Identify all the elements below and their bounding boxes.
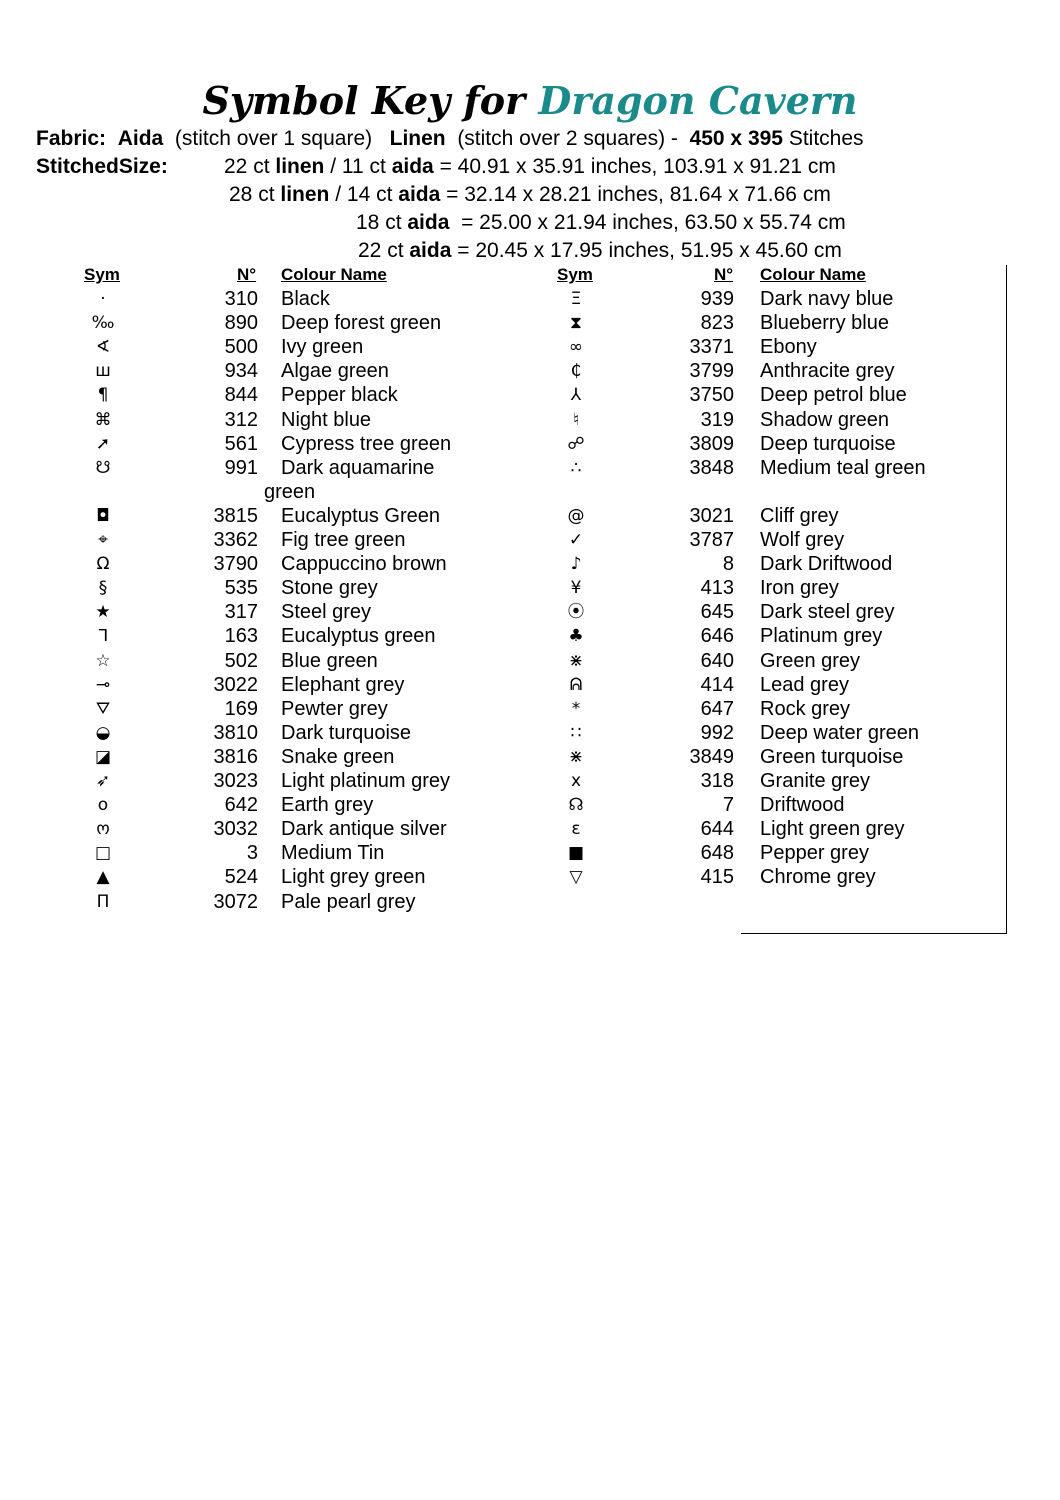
floss-number: 3787	[689, 529, 734, 551]
floss-number: 312	[224, 408, 258, 431]
floss-number: 648	[700, 842, 734, 865]
symbol-glyph: ⦿	[567, 602, 585, 623]
symbol-glyph: □	[94, 843, 112, 864]
symbol-glyph: ◒	[95, 722, 111, 743]
colour-name: Wolf grey	[760, 529, 845, 551]
symbol-glyph: ♣	[568, 626, 584, 647]
header-name-left: Colour Name	[281, 265, 387, 284]
colour-name: Algae green	[281, 360, 389, 383]
size-dimensions: = 40.91 x 35.91 inches, 103.91 x 91.21 cm	[433, 155, 836, 178]
size-pre: 28 ct	[229, 183, 281, 206]
fabric-aida-note: (stitch over 1 square)	[174, 127, 373, 150]
fabric-label: Fabric:	[36, 127, 107, 150]
symbol-glyph: ▲	[96, 867, 110, 888]
floss-number: 3849	[689, 745, 734, 768]
floss-number: 310	[224, 288, 258, 310]
title-prefix: Symbol Key for	[202, 78, 526, 123]
fabric-line	[36, 127, 864, 151]
colour-name: Ivy green	[281, 336, 364, 359]
colour-name: Light grey green	[281, 866, 426, 889]
colour-name: Pewter grey	[281, 697, 388, 720]
symbol-glyph: ✓	[568, 530, 584, 550]
floss-number: 502	[224, 649, 258, 672]
stitched-size-line	[358, 239, 842, 263]
floss-number: 3032	[213, 818, 258, 841]
floss-number: 524	[224, 866, 258, 889]
colour-name: Dark Driftwood	[760, 553, 893, 576]
size-pre: 22 ct	[358, 239, 410, 262]
symbol-glyph: ⧗	[570, 313, 582, 334]
floss-number: 319	[700, 408, 734, 431]
stitch-count: 450 x 395	[689, 127, 783, 150]
colour-name: Ebony	[760, 336, 817, 359]
symbol-glyph: ♪	[570, 554, 582, 575]
floss-number: 642	[224, 794, 258, 817]
symbol-glyph: ☊	[568, 795, 584, 816]
symbol-glyph: ᒣ	[97, 626, 109, 647]
symbol-glyph: ☋	[95, 457, 111, 478]
size-dimensions: = 32.14 x 28.21 inches, 81.64 x 71.66 cm	[440, 183, 831, 206]
floss-number: 3072	[213, 890, 258, 913]
floss-number: 163	[224, 625, 258, 648]
fabric-linen-note: (stitch over 2 squares) -	[457, 127, 678, 150]
floss-number: 413	[700, 577, 734, 600]
symbol-glyph: ε	[571, 819, 581, 840]
header-sym-left: Sym	[84, 265, 120, 284]
floss-number: 844	[224, 384, 258, 407]
floss-number: 991	[224, 456, 258, 479]
colour-name: Lead grey	[760, 673, 849, 696]
colour-name: Anthracite grey	[760, 360, 895, 383]
stitches-word: Stitches	[788, 127, 864, 150]
floss-number: 3810	[213, 721, 258, 744]
symbol-glyph: *	[571, 698, 581, 719]
floss-number: 3	[246, 842, 258, 865]
colour-name: Stone grey	[281, 577, 378, 600]
size-fabric-1: aida	[407, 211, 450, 234]
symbol-glyph: ⌖	[98, 530, 108, 550]
symbol-glyph: ∴	[570, 457, 582, 478]
table-border-right	[1006, 265, 1007, 933]
floss-number: 535	[224, 577, 258, 600]
colour-name: Light platinum grey	[281, 770, 450, 792]
symbol-glyph: ◪	[94, 746, 112, 767]
floss-number: 647	[700, 697, 734, 720]
symbol-glyph: ¥	[570, 578, 582, 599]
symbol-glyph: ∷	[570, 722, 582, 743]
symbol-glyph: §	[98, 578, 108, 599]
symbol-glyph: ➚	[95, 433, 111, 454]
colour-name: Dark navy blue	[760, 288, 894, 310]
colour-name: Pepper black	[281, 384, 398, 407]
floss-number: 3362	[213, 529, 258, 551]
floss-number: 3790	[213, 553, 258, 576]
colour-name: Eucalyptus Green	[281, 504, 440, 527]
floss-number: 7	[722, 794, 734, 817]
floss-number: 3021	[689, 504, 734, 527]
floss-number: 3815	[213, 504, 258, 527]
fabric-aida: Aida	[117, 127, 164, 150]
fabric-linen: Linen	[389, 127, 446, 150]
colour-name: Blue green	[281, 649, 378, 672]
symbol-glyph: ➶	[95, 771, 111, 791]
floss-number: 645	[700, 601, 734, 624]
colour-name: Shadow green	[760, 408, 889, 431]
wrapped-name-continuation: green	[264, 481, 316, 503]
colour-name: Dark antique silver	[281, 818, 447, 841]
symbol-glyph: ☍	[567, 433, 585, 454]
stitched-size-line	[229, 183, 831, 207]
symbol-glyph: Π	[96, 891, 110, 912]
colour-name: Earth grey	[281, 794, 374, 817]
colour-name: Steel grey	[281, 601, 372, 624]
colour-name: Deep water green	[760, 721, 919, 744]
symbol-glyph: ⌘	[94, 409, 112, 430]
symbol-glyph: ◘	[96, 505, 110, 526]
floss-number: 3799	[689, 360, 734, 383]
symbol-glyph: @	[567, 505, 585, 526]
symbol-glyph: ▽	[569, 867, 583, 888]
size-dimensions: = 20.45 x 17.95 inches, 51.95 x 45.60 cm	[451, 239, 842, 262]
symbol-glyph: ₵	[570, 361, 582, 382]
header-name-right: Colour Name	[760, 265, 866, 284]
symbol-glyph: ·	[100, 289, 106, 309]
symbol-glyph: ⛛	[95, 698, 111, 719]
floss-number: 934	[224, 360, 258, 383]
symbol-glyph: Ξ	[570, 289, 582, 309]
floss-number: 644	[700, 818, 734, 841]
floss-number: 318	[700, 770, 734, 792]
symbol-glyph: ■	[567, 843, 585, 864]
colour-name: Snake green	[281, 745, 395, 768]
floss-number: 414	[700, 673, 734, 696]
floss-number: 169	[224, 697, 258, 720]
symbol-glyph: ♮	[572, 409, 580, 430]
colour-name: Elephant grey	[281, 673, 405, 696]
pattern-name: Dragon Cavern	[538, 78, 858, 123]
colour-name: Night blue	[281, 408, 372, 431]
size-fabric-1: aida	[409, 239, 452, 262]
colour-name: Granite grey	[760, 770, 871, 792]
colour-name: Eucalyptus green	[281, 625, 436, 648]
symbol-glyph: ⋇	[568, 650, 584, 671]
symbol-glyph: ☆	[95, 650, 111, 671]
symbol-glyph: o	[97, 795, 109, 816]
symbol-glyph: ᕱ	[569, 674, 583, 695]
header-num-left: N°	[237, 265, 257, 284]
floss-number: 640	[700, 649, 734, 672]
colour-name: Pepper grey	[760, 842, 869, 865]
colour-name: Medium teal green	[760, 456, 926, 479]
size-pre: 18 ct	[356, 211, 408, 234]
colour-name: Fig tree green	[281, 529, 406, 551]
symbol-glyph: ო	[96, 819, 110, 840]
floss-number: 3848	[689, 456, 734, 479]
floss-number: 500	[224, 336, 258, 359]
colour-name: Chrome grey	[760, 866, 876, 889]
colour-name: Deep turquoise	[760, 432, 896, 455]
floss-number: 561	[224, 432, 258, 455]
size-fabric-2: aida	[398, 183, 441, 206]
floss-number: 3371	[689, 336, 734, 359]
colour-name: Green grey	[760, 649, 861, 672]
symbol-glyph: ш	[95, 361, 111, 382]
colour-name: Dark turquoise	[281, 721, 412, 744]
floss-number: 823	[700, 312, 734, 335]
floss-number: 890	[224, 312, 258, 335]
size-fabric-2: aida	[391, 155, 434, 178]
header-sym-right: Sym	[557, 265, 593, 284]
colour-name: Driftwood	[760, 794, 845, 817]
symbol-glyph: ‰	[91, 313, 115, 334]
symbol-glyph: x	[570, 771, 582, 791]
colour-name: Deep petrol blue	[760, 384, 907, 407]
size-mid: / 11 ct	[324, 155, 392, 178]
header-num-right: N°	[714, 265, 734, 284]
floss-number: 646	[700, 625, 734, 648]
colour-name: Blueberry blue	[760, 312, 889, 335]
floss-number: 3750	[689, 384, 734, 407]
floss-number: 8	[722, 553, 734, 576]
colour-name: Iron grey	[760, 577, 839, 600]
symbol-glyph: ∢	[95, 337, 111, 358]
size-mid: / 14 ct	[329, 183, 399, 206]
floss-number: 3022	[213, 673, 258, 696]
colour-name: Cliff grey	[760, 504, 839, 527]
symbol-glyph: ⊸	[95, 674, 111, 695]
colour-name: Medium Tin	[281, 842, 385, 865]
floss-number: 3023	[213, 770, 258, 792]
colour-name: Rock grey	[760, 697, 851, 720]
colour-name: Black	[281, 288, 330, 310]
size-fabric-1: linen	[280, 183, 330, 206]
floss-number: 415	[700, 866, 734, 889]
colour-name: Dark steel grey	[760, 601, 895, 624]
symbol-glyph: Ω	[96, 554, 110, 575]
floss-number: 939	[700, 288, 734, 310]
symbol-glyph: ★	[95, 602, 111, 623]
stitched-size-label: StitchedSize:	[36, 155, 168, 178]
stitched-size-line	[356, 211, 846, 235]
colour-name: Platinum grey	[760, 625, 883, 648]
colour-name: Green turquoise	[760, 745, 904, 768]
size-fabric-1: linen	[275, 155, 325, 178]
colour-name: Cypress tree green	[281, 432, 452, 455]
size-pre: 22 ct	[224, 155, 276, 178]
symbol-glyph: ∞	[568, 337, 584, 358]
floss-number: 3809	[689, 432, 734, 455]
floss-number: 317	[224, 601, 258, 624]
symbol-glyph: ⋇	[568, 746, 584, 767]
size-dimensions: = 25.00 x 21.94 inches, 63.50 x 55.74 cm	[449, 211, 846, 234]
colour-name: Cappuccino brown	[281, 553, 447, 576]
colour-name: Pale pearl grey	[281, 890, 416, 913]
colour-name: Dark aquamarine	[281, 456, 435, 479]
colour-name: Deep forest green	[281, 312, 442, 335]
symbol-glyph: ¶	[97, 385, 109, 406]
floss-number: 3816	[213, 745, 258, 768]
symbol-glyph: ⅄	[570, 385, 582, 406]
stitched-size-line	[224, 155, 836, 179]
page-title	[0, 78, 1060, 123]
floss-number: 992	[700, 721, 734, 744]
table-border-bottom	[741, 933, 1007, 934]
colour-name: Light green grey	[760, 818, 905, 841]
